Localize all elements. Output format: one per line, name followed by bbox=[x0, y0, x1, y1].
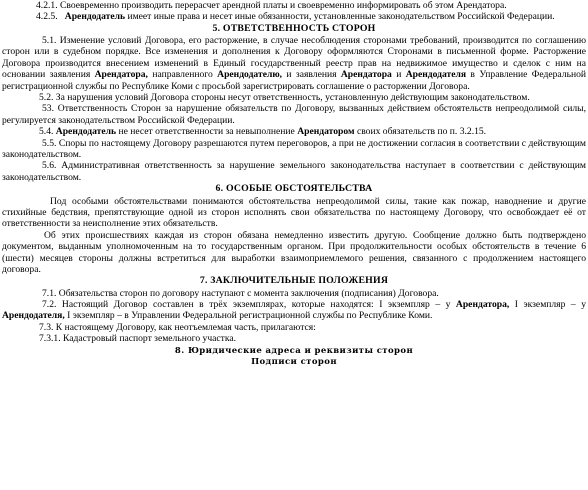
bold-term: Арендодатель bbox=[55, 126, 117, 138]
section-8-title: 8. Юридические адреса и реквизиты сторон bbox=[174, 345, 414, 356]
bold-term: Арендатора, bbox=[455, 298, 510, 310]
section-7-title: 7. ЗАКЛЮЧИТЕЛЬНЫЕ ПОЛОЖЕНИЯ bbox=[199, 275, 389, 287]
clause-text: 7.2. Настоящий Договор составлен в трёх экземплярах, которые находятся: I экземпляр – у bbox=[42, 298, 456, 310]
clause-7-2 bbox=[2, 299, 586, 322]
clause-4-2-5 bbox=[2, 11, 586, 22]
clause-text: и bbox=[391, 69, 406, 81]
clause-text: направленного bbox=[147, 69, 218, 81]
section-6-paragraph-2: Об этих происшествиях каждая из сторон обязана немедленно известить другую. Сообщение должно быть подтверждено документом, выданным уполномоченным на то государственным органом. При продолжительности особых обстоятельств в течение 6 (шести) месяцев стороны должны встретиться для выработки взаимоприемлемого решения, связанного с продолжением настоящего договора. bbox=[2, 229, 586, 275]
clause-5-4 bbox=[2, 126, 586, 137]
bold-term: Арендодателя bbox=[405, 69, 467, 81]
clause-text: своих обязательств по п. 3.2.15. bbox=[354, 126, 487, 138]
bold-term: Арендодателю, bbox=[217, 69, 283, 81]
clause-7-3-1: 7.3.1. Кадастровый паспорт земельного участка. bbox=[39, 333, 237, 345]
clause-5-6: 5.6. Административная ответственность за нарушение земельного законодательства наступает в соответствии с действующим законодательством. bbox=[2, 160, 586, 183]
clause-text: в Управление Федеральной регистрационной службы по Республике Коми с просьбой зарегистрировать соглашение о расторжении Договора. bbox=[2, 69, 587, 92]
clause-text: 5.1. Изменение условий Договора, его расторжение, в случае несоблюдения сторонами требований, производится по соглашению сторон или в судебном порядке. Все изменения и дополнения к Договору оформляются Сторонами в письменной форме. Расторжение Договора производится внесением изменений в Единый государственный реестр прав на недвижимое имущество и сделок с ним на основании заявления bbox=[2, 35, 586, 81]
clause-text: I экземпляр – в Управлении Федеральной регистрационной службы по Республике Коми. bbox=[64, 310, 433, 322]
signatures-subtitle: Подписи сторон bbox=[251, 356, 337, 367]
section-6-paragraph-1: Под особыми обстоятельствами понимаются обстоятельства непреодолимой силы, такие как пожар, наводнение и другие стихийные бедствия, препятствующие одной из сторон исполнять свои обязательства по настоящему Договору, что освобождает её от ответственности за неисполнение этих обязательств. bbox=[2, 195, 586, 230]
clause-text: имеет иные права и несет иные обязанности, установленные законодательством Российской Федерации. bbox=[125, 11, 555, 23]
clause-7-1: 7.1. Обязательства сторон по договору наступают с момента заключения (подписания) Договора. bbox=[42, 287, 439, 299]
clause-text: I экземпляр – у bbox=[509, 298, 586, 310]
bold-term: Арендодатель bbox=[64, 11, 126, 23]
bold-term: Арендатора, bbox=[94, 69, 148, 81]
clause-5-1 bbox=[2, 35, 586, 92]
clause-5-2: 5.2. За нарушения условий Договора стороны несут ответственность, установленную действующим законодательством. bbox=[39, 92, 530, 104]
section-5-title: 5. ОТВЕТСТВЕННОСТЬ СТОРОН bbox=[212, 22, 376, 34]
clause-number: 5.4. bbox=[39, 126, 56, 138]
clause-text: и заявления bbox=[282, 69, 341, 81]
clause-4-2-1: 4.2.1. Своевременно производить перерасчет арендной платы и своевременно информировать об этом Арендатора. bbox=[36, 0, 507, 11]
clause-5-5: 5.5. Споры по настоящему Договору разрешаются путем переговоров, а при не достижении согласия в соответствии с действующим законодательством. bbox=[2, 137, 586, 161]
bold-term: Арендодателя, bbox=[2, 310, 65, 322]
bold-term: Арендатора bbox=[340, 69, 392, 81]
section-6-title: 6. ОСОБЫЕ ОБСТОЯТЕЛЬСТВА bbox=[215, 183, 373, 195]
clause-text: не несет ответственности за невыполнение bbox=[116, 126, 298, 138]
bold-term: Арендатором bbox=[297, 126, 355, 138]
clause-7-3: 7.3. К настоящему Договору, как неотъемлемая часть, прилагаются: bbox=[39, 321, 316, 333]
clause-number: 4.2.5. bbox=[36, 11, 58, 23]
clause-5-3: 53. Ответственность Сторон за нарушение обязательств по Договору, вызванных действием обстоятельств непреодолимой силы, регулируется законодательством Российской Федерации. bbox=[2, 103, 586, 126]
